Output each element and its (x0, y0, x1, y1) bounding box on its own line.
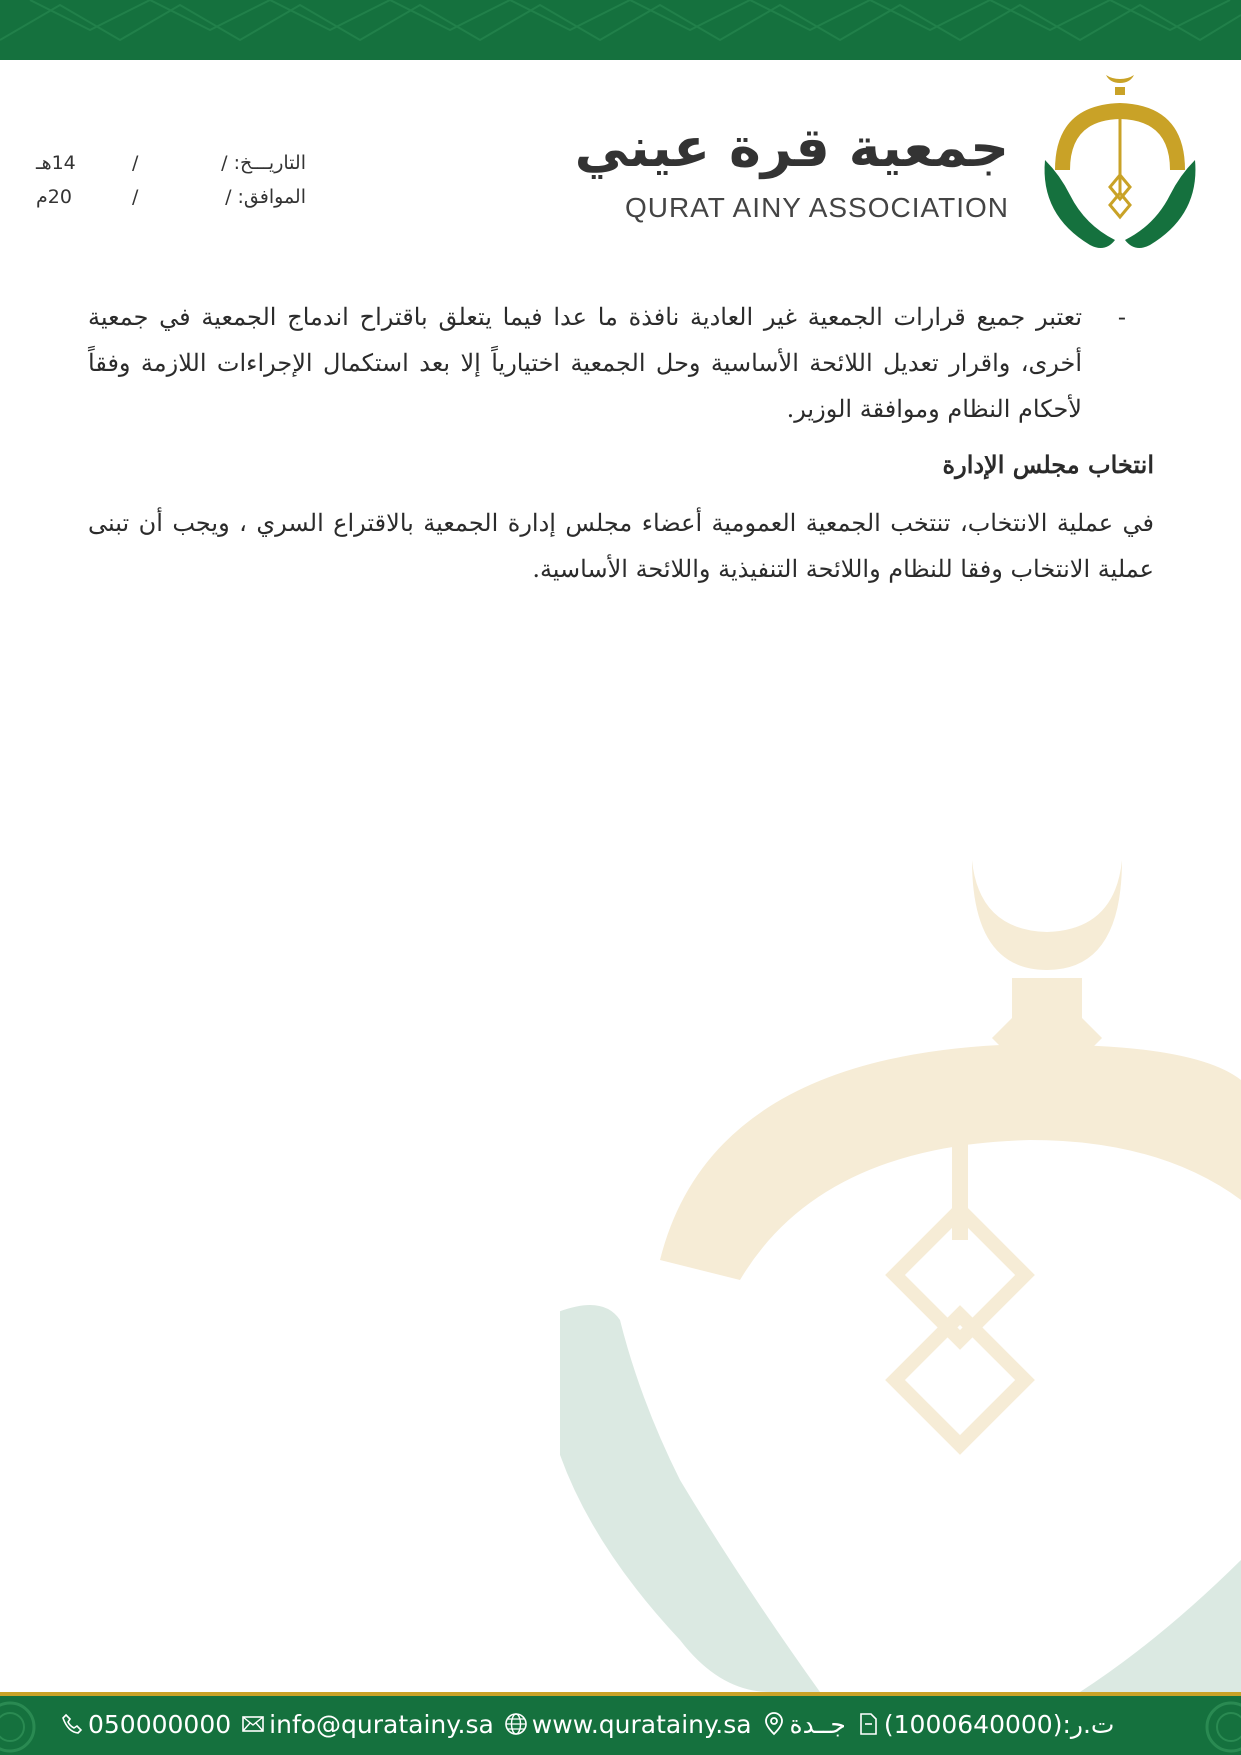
footer-contact (60, 1702, 1170, 1746)
gregorian-date-label: الموافق: / (225, 186, 306, 208)
hijri-date-row (36, 152, 306, 178)
mail-icon (241, 1712, 265, 1736)
city-name: جــدة (789, 1709, 846, 1739)
bullet-text: تعتبر جميع قرارات الجمعية غير العادية نافذة ما عدا فيما يتعلق باقتراح اندماج الجمعية في جمعية أخرى، واقرار تعديل اللائحة الأساسية وحل الجمعية اختيارياً إلا بعد استكمال الإجراءات اللازمة وفقاً لأحكام النظام وموافقة الوزير. (88, 303, 1082, 423)
section-heading: انتخاب مجلس الإدارة (942, 450, 1154, 479)
document-icon (856, 1712, 880, 1736)
bullet-item (88, 294, 1154, 432)
footer-location (762, 1710, 846, 1739)
phone-number: 050000000 (88, 1709, 232, 1739)
document-body (88, 294, 1154, 592)
location-pin-icon (762, 1712, 786, 1736)
footer-registration (856, 1710, 1115, 1739)
left-ornament (0, 1692, 56, 1755)
date-separator: / (132, 186, 139, 208)
top-pattern (0, 0, 1241, 60)
phone-icon (60, 1712, 84, 1736)
date-block (36, 152, 306, 212)
bullet-dash: - (1117, 303, 1126, 331)
email-address: info@quratainy.sa (269, 1709, 494, 1739)
footer-website (504, 1710, 752, 1739)
brand-name-arabic: جمعية قرة عيني (574, 116, 1009, 179)
brand-name-english: QURAT AINY ASSOCIATION (624, 192, 1009, 223)
gregorian-year-suffix: 20م (36, 186, 72, 208)
footer-phone (60, 1710, 231, 1739)
footer-email (241, 1710, 494, 1739)
hijri-date-label: التاريـــخ: / (221, 152, 306, 174)
gregorian-date-row (36, 186, 306, 212)
hijri-year-suffix: 14هـ (36, 152, 76, 174)
website-url: www.quratainy.sa (531, 1709, 752, 1739)
body-paragraph: في عملية الانتخاب، تنتخب الجمعية العمومية أعضاء مجلس إدارة الجمعية بالاقتراع السري ، ويجب أن تبنى عملية الانتخاب وفقا للنظام واللائحة التنفيذية واللائحة الأساسية. (88, 509, 1154, 583)
footer-gold-line (0, 1692, 1241, 1696)
date-separator: / (132, 152, 139, 174)
association-logo (1035, 75, 1205, 255)
right-ornament (1185, 1692, 1241, 1755)
globe-icon (504, 1712, 528, 1736)
registration-number: ت.ر:(1000640000) (883, 1709, 1115, 1739)
top-decorative-band (0, 0, 1241, 60)
logo-watermark (560, 860, 1241, 1692)
